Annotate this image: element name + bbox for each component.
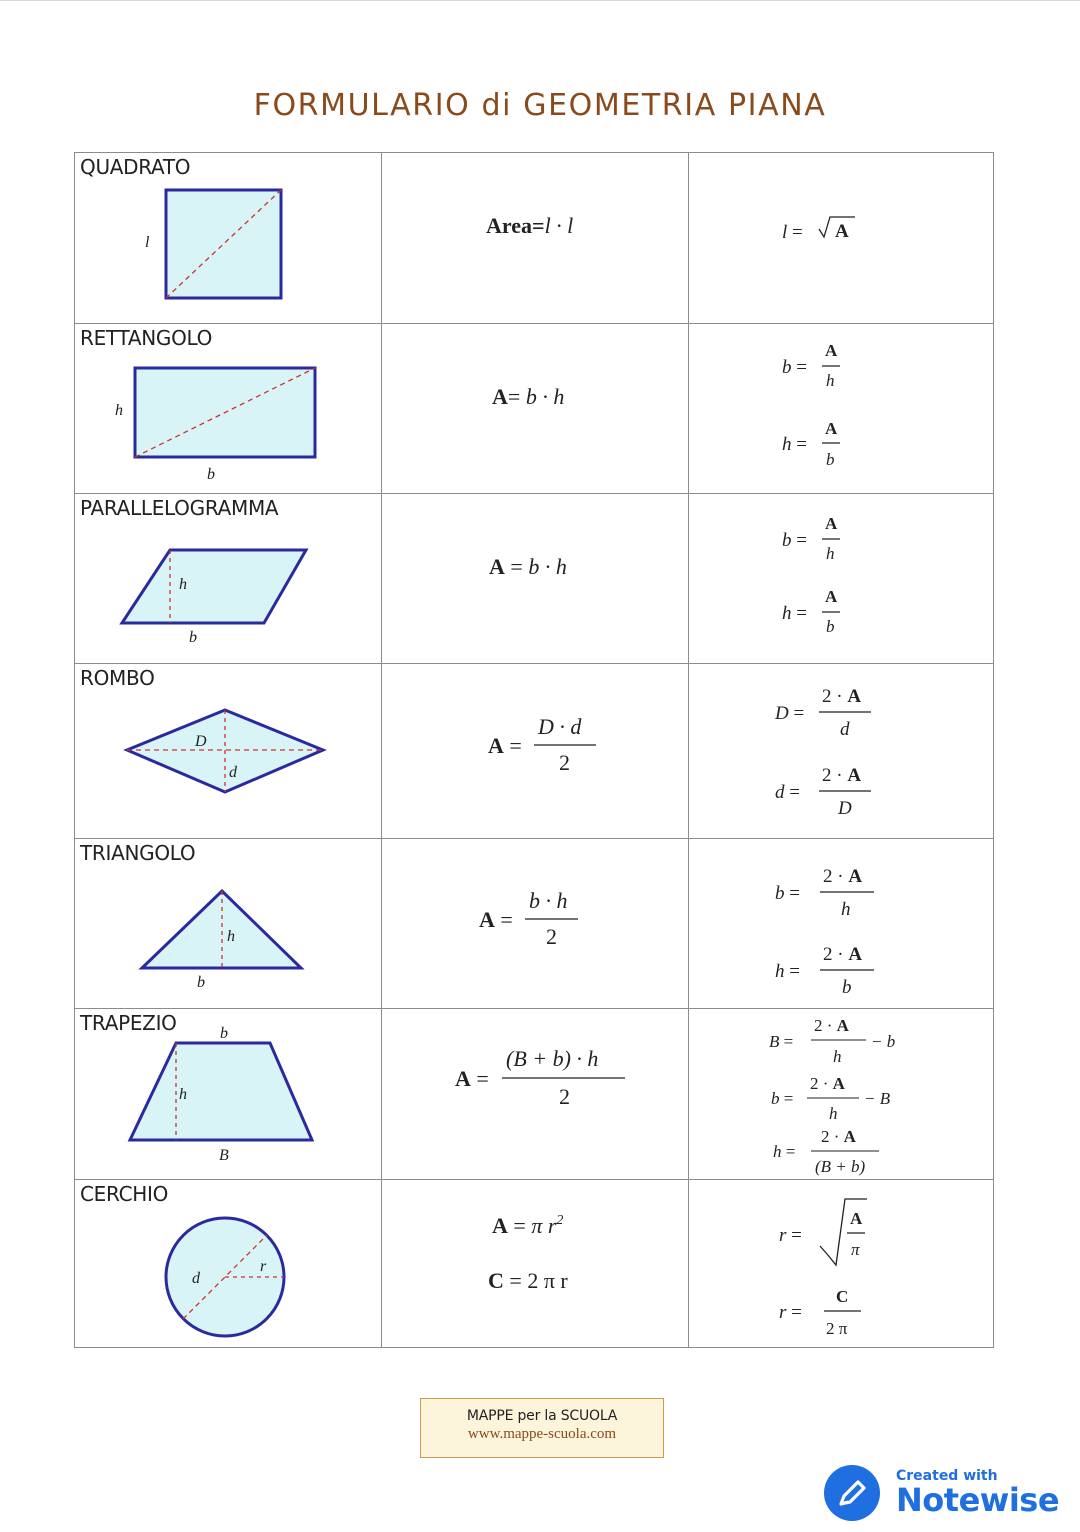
shape-cell <box>75 153 381 323</box>
publisher-name: MAPPE per la SCUOLA <box>466 1408 618 1424</box>
svg-text:D =: D = <box>775 703 805 724</box>
svg-text:h =: h = <box>775 961 800 982</box>
svg-text:A =: A = <box>479 907 513 932</box>
parallelogram-figure <box>75 494 381 664</box>
svg-text:h: h <box>833 1047 842 1066</box>
brand-name: Notewise <box>896 1481 1060 1519</box>
height-label: h <box>179 1086 187 1103</box>
major-base-label: B <box>219 1147 229 1164</box>
svg-text:b =: b = <box>771 1089 794 1108</box>
area-cell <box>381 494 689 663</box>
minor-base-label: b <box>220 1025 228 1042</box>
pencil-glyph <box>824 1465 880 1521</box>
svg-text:b: b <box>826 617 835 636</box>
svg-text:A: A <box>825 587 838 606</box>
svg-text:2 · A: 2 · A <box>821 1127 856 1146</box>
square-figure <box>75 153 381 323</box>
svg-text:C = 2 π r: C = 2 π r <box>488 1268 568 1293</box>
svg-text:d =: d = <box>775 782 800 803</box>
area-cell <box>381 839 689 1008</box>
inverse-cell <box>688 324 994 493</box>
shape-name: PARALLELOGRAMMA <box>80 496 279 520</box>
svg-text:D: D <box>838 798 852 819</box>
pencil-icon <box>824 1465 880 1521</box>
svg-text:A =: A = <box>488 733 522 758</box>
diameter-label: d <box>192 1270 200 1287</box>
shape-cell <box>75 324 381 493</box>
svg-text:C: C <box>836 1287 849 1306</box>
base-label: b <box>189 629 197 646</box>
table-row-quadrato <box>75 153 993 323</box>
svg-text:A= b · h: A= b · h <box>492 384 565 409</box>
inverse-cell <box>688 1009 994 1179</box>
shape-cell <box>75 664 381 838</box>
svg-text:2: 2 <box>546 924 557 949</box>
svg-text:A = b · h: A = b · h <box>489 554 567 579</box>
table-row-parallelogramma <box>75 493 993 663</box>
svg-text:2 π: 2 π <box>826 1319 848 1338</box>
inverse-formula <box>689 494 994 664</box>
svg-text:D · d: D · d <box>538 714 582 739</box>
shape-name: ROMBO <box>80 666 155 690</box>
shape-cell <box>75 1180 381 1347</box>
svg-text:h =: h = <box>773 1142 796 1161</box>
shape-name: TRAPEZIO <box>80 1011 177 1035</box>
inverse-formula <box>689 664 994 839</box>
shape-cell <box>75 1009 381 1179</box>
table-row-rombo <box>75 663 993 838</box>
svg-text:(B + b) · h: (B + b) · h <box>506 1046 599 1071</box>
svg-text:h: h <box>826 371 835 390</box>
svg-text:d: d <box>840 719 850 740</box>
area-cell <box>381 153 689 323</box>
table-row-triangolo <box>75 838 993 1008</box>
trapezoid-figure <box>75 1009 381 1180</box>
area-cell <box>381 664 689 838</box>
publisher-url: www.mappe-scuola.com <box>467 1426 617 1442</box>
svg-text:A: A <box>850 1209 863 1228</box>
table-row-trapezio <box>75 1008 993 1179</box>
publisher-badge <box>420 1398 664 1458</box>
area-formula <box>382 1180 689 1348</box>
svg-text:2 · A: 2 · A <box>822 686 862 707</box>
svg-text:A: A <box>825 419 838 438</box>
svg-text:A: A <box>825 341 838 360</box>
svg-text:2 · A: 2 · A <box>810 1074 845 1093</box>
triangle-figure <box>75 839 381 1009</box>
svg-text:l =: l = <box>782 222 803 243</box>
svg-text:b =: b = <box>775 883 800 904</box>
height-label: h <box>227 928 235 945</box>
inverse-cell <box>688 664 994 838</box>
svg-text:2: 2 <box>559 750 570 775</box>
svg-text:2 · A: 2 · A <box>822 765 862 786</box>
svg-text:Area=l · l: Area=l · l <box>486 213 574 238</box>
inverse-formula <box>689 1009 994 1180</box>
svg-text:h =: h = <box>782 434 807 455</box>
major-diagonal-label: D <box>195 733 207 750</box>
table-row-rettangolo <box>75 323 993 493</box>
svg-text:h: h <box>829 1104 838 1123</box>
svg-text:b =: b = <box>782 357 807 378</box>
svg-text:(B + b): (B + b) <box>815 1157 866 1176</box>
area-cell <box>381 324 689 493</box>
base-label: b <box>207 466 215 483</box>
svg-text:B =: B = <box>769 1032 794 1051</box>
page-title: FORMULARIO di GEOMETRIA PIANA <box>253 88 827 123</box>
svg-text:h: h <box>841 899 851 920</box>
area-cell <box>381 1009 689 1179</box>
svg-text:2 · A: 2 · A <box>823 866 863 887</box>
base-label: b <box>197 974 205 991</box>
svg-text:r =: r = <box>779 1225 802 1246</box>
svg-text:h =: h = <box>782 603 807 624</box>
rhombus-figure <box>75 664 381 839</box>
svg-text:A: A <box>825 514 838 533</box>
svg-text:2 · A: 2 · A <box>823 944 863 965</box>
area-formula <box>382 494 689 664</box>
radius-label: r <box>260 1258 267 1275</box>
svg-text:A = π r2: A = π $r^2$ <box>492 1213 564 1238</box>
shape-name: RETTANGOLO <box>80 326 213 350</box>
brand-tagline: Created with <box>896 1468 998 1484</box>
area-formula <box>382 1009 689 1180</box>
table-row-cerchio <box>75 1179 993 1347</box>
area-formula <box>382 664 689 839</box>
svg-text:− b: − b <box>871 1032 896 1051</box>
svg-text:b =: b = <box>782 530 807 551</box>
inverse-formula <box>689 839 994 1009</box>
shape-name: CERCHIO <box>80 1182 169 1206</box>
inverse-cell <box>688 494 994 663</box>
side-label: l <box>145 234 150 251</box>
inverse-formula <box>689 1180 994 1348</box>
top-border <box>0 0 1080 1</box>
height-label: h <box>115 402 123 419</box>
area-formula <box>382 324 689 494</box>
shape-cell <box>75 494 381 663</box>
svg-text:2 · A: 2 · A <box>814 1016 849 1035</box>
formula-table <box>74 152 994 1348</box>
svg-text:2: 2 <box>559 1084 570 1109</box>
inverse-cell <box>688 1180 994 1347</box>
svg-text:A: A <box>835 221 849 242</box>
circle-figure <box>75 1180 381 1348</box>
height-label: h <box>179 576 187 593</box>
inverse-cell <box>688 153 994 323</box>
shape-name: TRIANGOLO <box>80 841 196 865</box>
svg-text:b: b <box>842 977 852 998</box>
shape-cell <box>75 839 381 1008</box>
inverse-formula <box>689 153 994 323</box>
svg-text:h: h <box>826 544 835 563</box>
svg-text:b: b <box>826 450 835 469</box>
inverse-cell <box>688 839 994 1008</box>
rectangle-figure <box>75 324 381 494</box>
svg-text:π: π <box>851 1240 860 1259</box>
minor-diagonal-label: d <box>229 764 237 781</box>
svg-text:− B: − B <box>864 1089 891 1108</box>
area-formula <box>382 839 689 1009</box>
svg-text:A =: A = <box>455 1066 489 1091</box>
svg-text:b · h: b · h <box>529 888 568 913</box>
svg-text:r =: r = <box>779 1302 802 1323</box>
area-cell <box>381 1180 689 1347</box>
inverse-formula <box>689 324 994 494</box>
area-formula <box>382 153 689 323</box>
shape-name: QUADRATO <box>80 155 191 179</box>
